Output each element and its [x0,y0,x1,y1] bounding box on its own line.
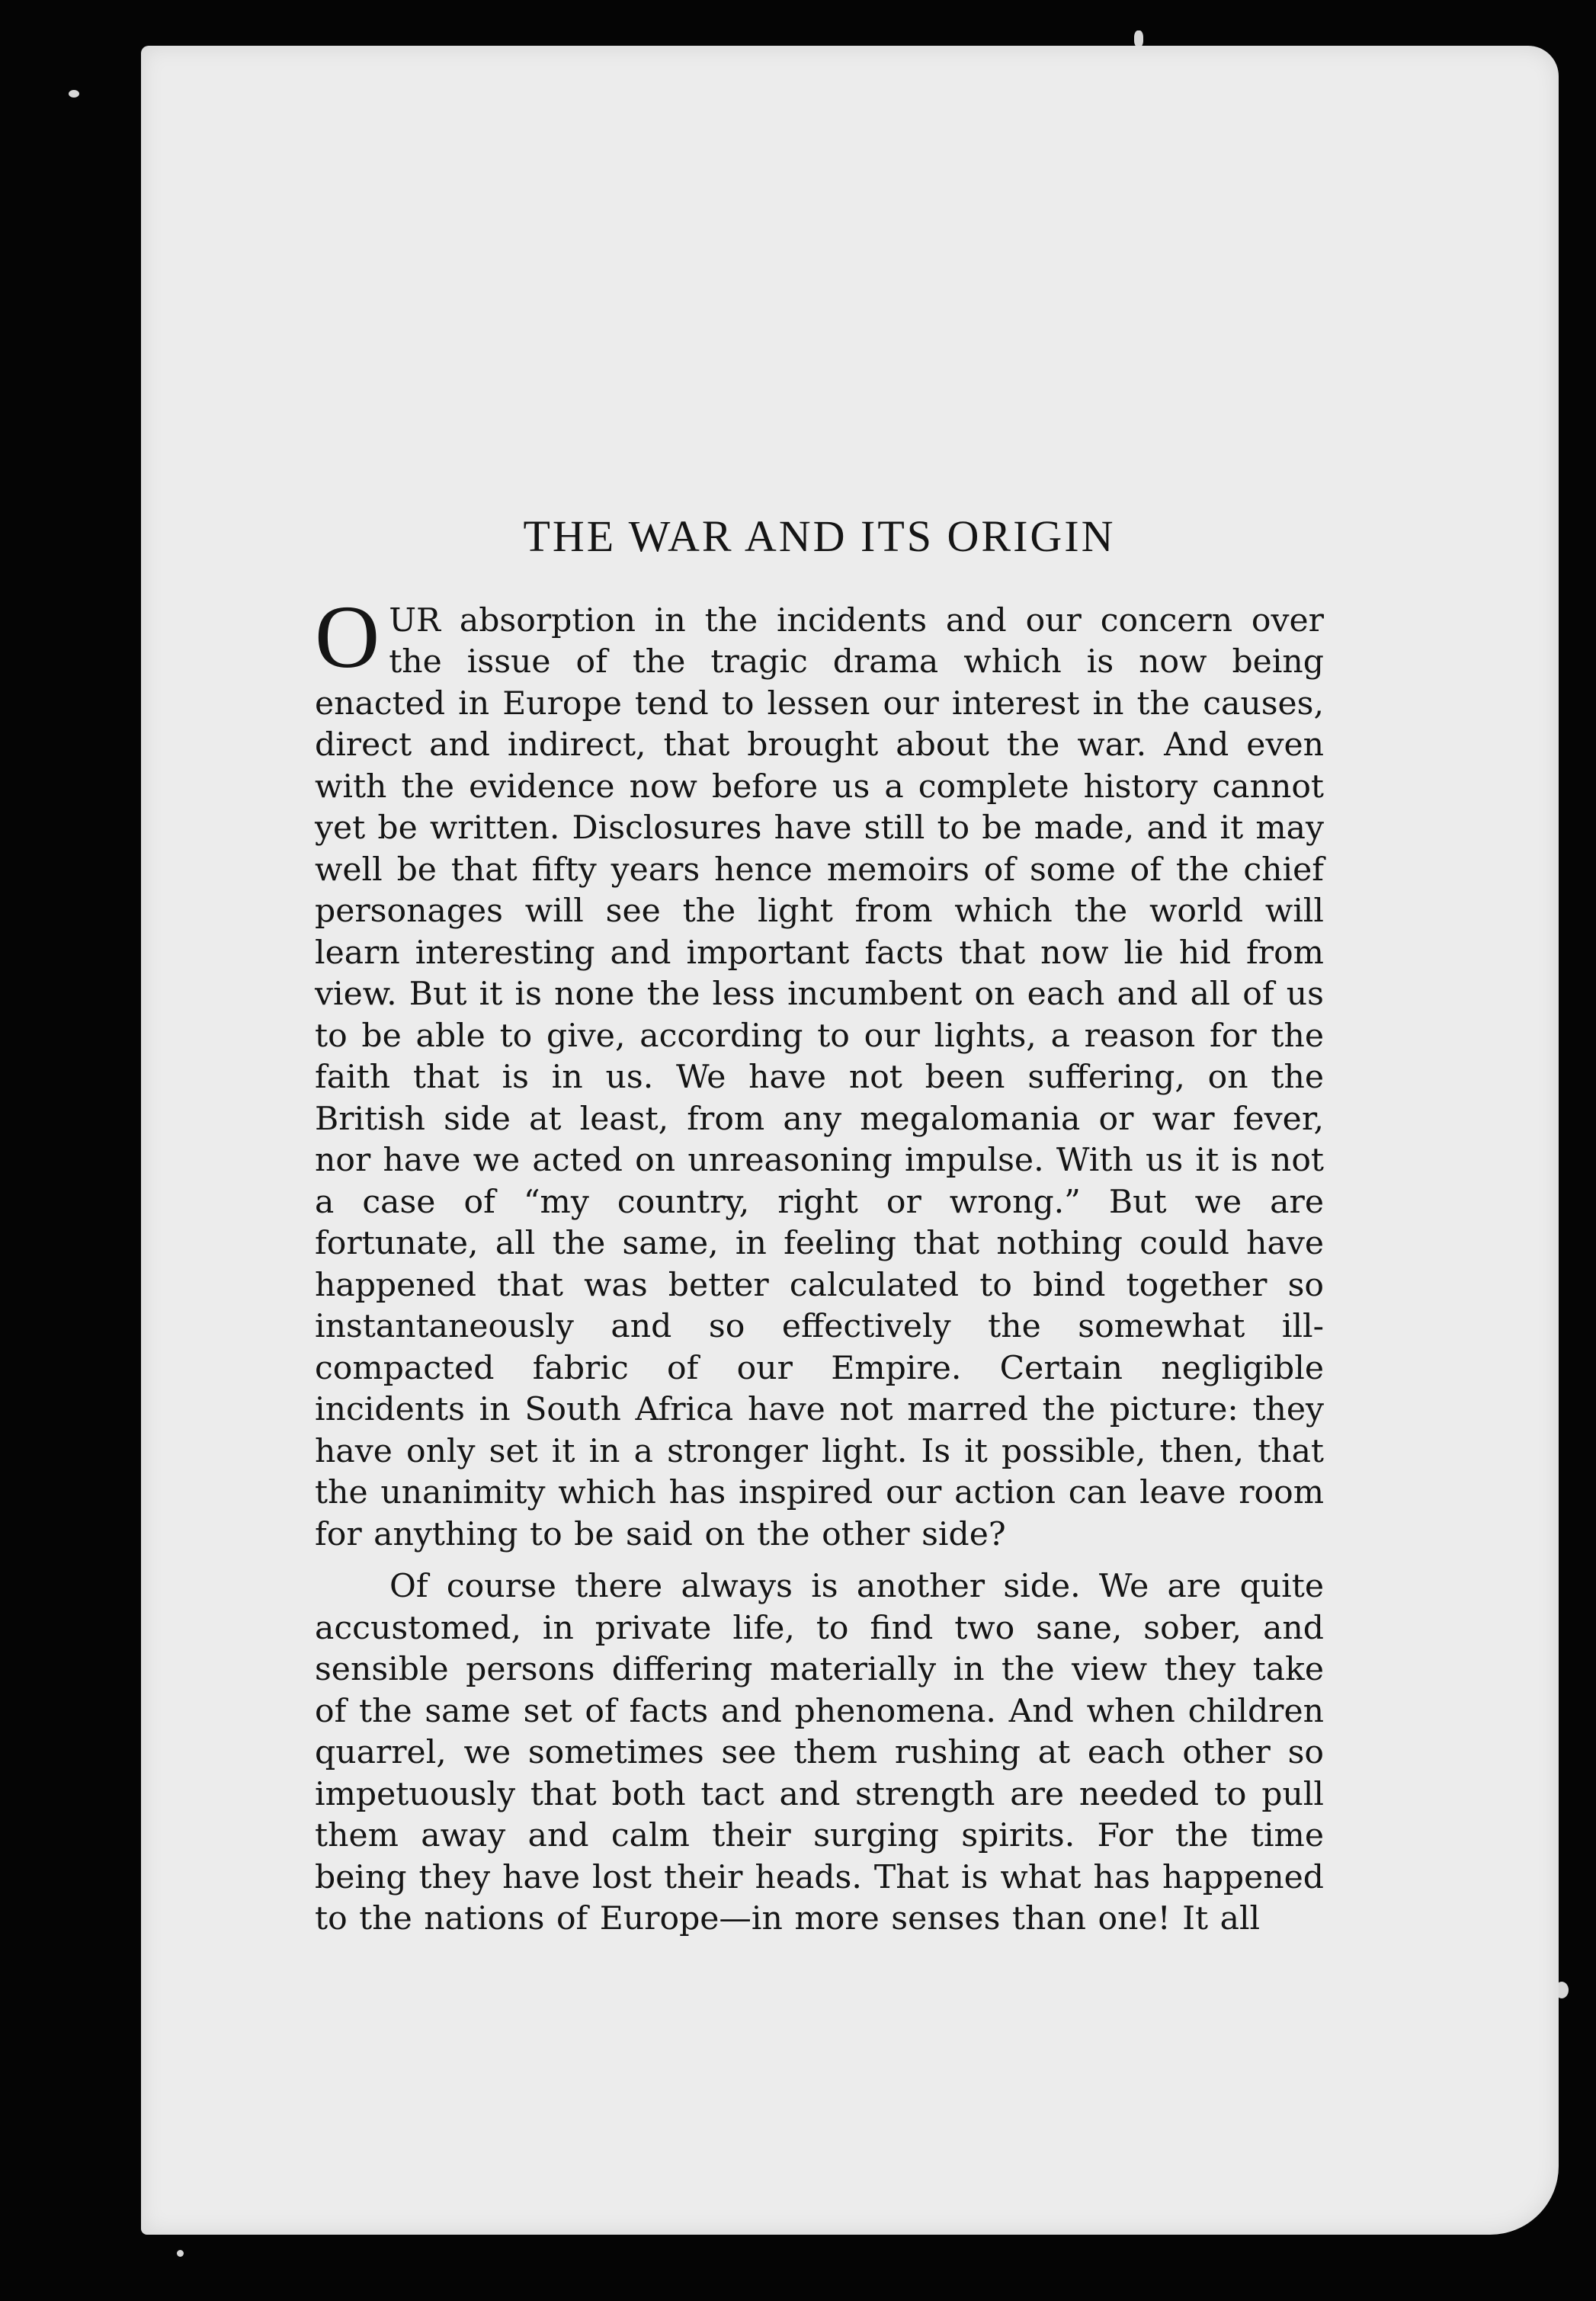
scan-speck [69,90,79,98]
paragraph-1-text: absorption in the incidents and our concern over the issue of the tragic drama which is now being enacted in Europe tend to lessen our interest in the causes, direct and indirect, that brought about the war. And even with the evidence now before us a complete history cannot yet be written. Disclosures have still to be made, and it may well be that fifty years hence memoirs of some of the chief personages will see the light from which the world will learn interesting and important facts that now lie hid from view. But it is none the less incumbent on each and all of us to be able to give, according to our lights, a reason for the faith that is in us. We have not been suffering, on the British side at least, from any megalomania or war fever, nor have we acted on unreasoning impulse. With us it is not a case of “my country, right or wrong.” But we are fortunate, all the same, in feeling that nothing could have happened that was better calculated to bind together so instantaneously and so effectively the somewhat ill-compacted fabric of our Empire. Certain negligible incidents in South Africa have not marred the picture: they have only set it in a stronger light. Is it possible, then, that the unanimity which has inspired our action can leave room for anything to be said on the other side? [315,601,1324,1553]
page-content [315,512,1324,1940]
scan-speck [177,2250,184,2257]
page-title: THE WAR AND ITS ORIGIN [523,511,1116,561]
drop-cap: O [315,586,380,687]
body-paragraph-1 [315,586,1324,1556]
body-paragraph-2: Of course there always is another side. We are quite accustomed, in private life, to find two sane, sober, and sensible persons differing materially in the view they take of the same set of facts and phenomena. And when children quarrel, we sometimes see them rushing at each other so impetuously that both tact and strength are needed to pull them away and calm their surging spirits. For the time being they have lost their heads. That is what has happened to the nations of Europe—in more senses than one! It all [315,1568,1324,1938]
document-page [141,46,1559,2235]
first-word-rest: UR [389,601,441,639]
scan-speck [1134,30,1143,47]
